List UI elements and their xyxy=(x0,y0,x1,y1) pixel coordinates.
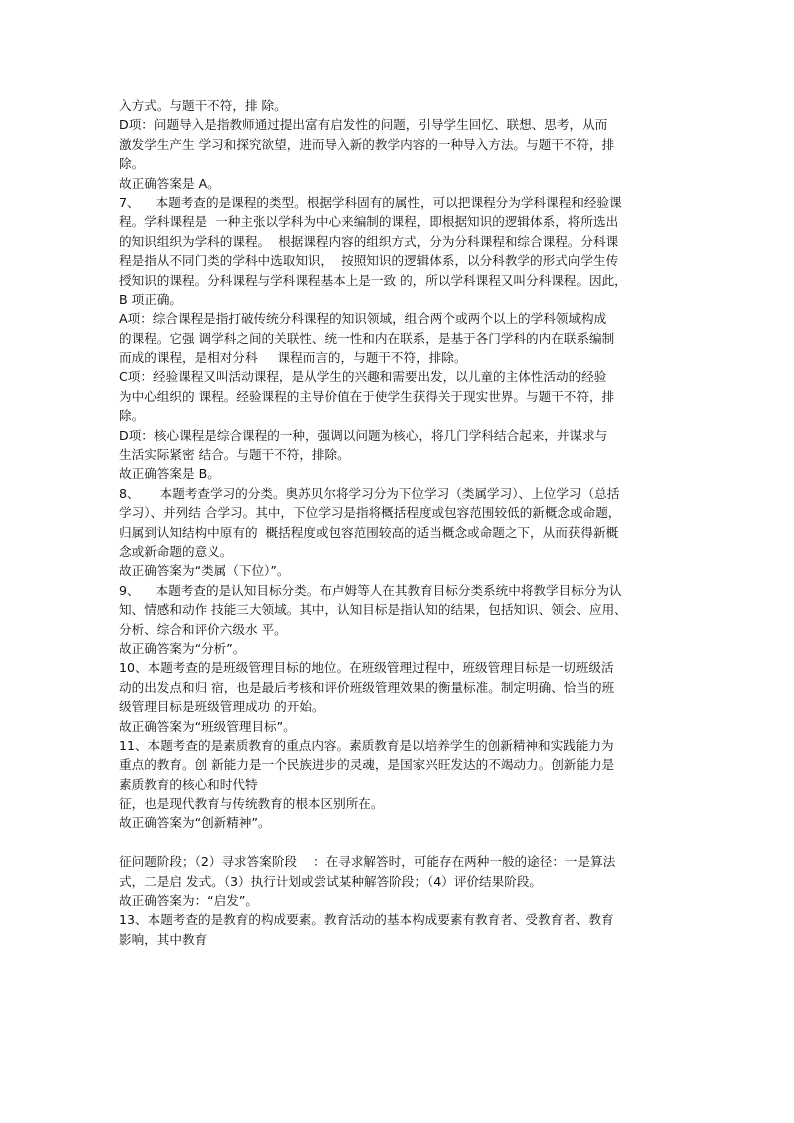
text-line: D项：核心课程是综合课程的一种，强调以问题为核心，将几门学科结合起来，并谋求与 xyxy=(119,427,608,443)
text-line: 入方式。与题干不符，排 除。 xyxy=(119,98,287,113)
text-line: A项：综合课程是指打破传统分科课程的知识领域，组合两个或两个以上的学科领域构成 xyxy=(119,311,607,327)
text-line: 生活实际紧密 结合。与题干不符，排除。 xyxy=(119,447,350,463)
text-line: C项：经验课程又叫活动课程，是从学生的兴趣和需要出发，以儿童的主体性活动的经验 xyxy=(119,369,607,385)
text-line: 素质教育的核心和时代特 xyxy=(119,776,258,792)
text-line: 程是指从不同门类的学科中选取知识， 按照知识的逻辑体系，以分科教学的形式向学生传 xyxy=(119,253,619,269)
text-line: D项：问题导入是指教师通过提出富有启发性的问题，引导学生回忆、联想、思考，从而 xyxy=(119,117,608,133)
text-line: 念或新命题的意义。 xyxy=(119,543,233,559)
text-line: 授知识的课程。分科课程与学科课程基本上是一致 的，所以学科课程又叫分科课程。因此， xyxy=(119,272,627,288)
text-line: 归属到认知结构中原有的 概括程度或包容范围较高的适当概念或命题之下，从而获得新概 xyxy=(119,524,619,540)
text-line: 征问题阶段；（2）寻求答案阶段 ：在寻求解答时，可能存在两种一般的途径：一是算法 xyxy=(119,854,616,870)
answer-line: 故正确答案为“班级管理目标”。 xyxy=(119,718,296,734)
text-line: 除。 xyxy=(119,156,145,172)
text-line: 学习）、并列结 合学习。其中，下位学习是指将概括程度或包容范围较低的新概念或命题， xyxy=(119,505,621,521)
text-line: 级管理目标是班级管理成功 的开始。 xyxy=(119,699,325,715)
answer-line: 故正确答案为“类属（下位）”。 xyxy=(119,563,290,579)
question-13-line: 13、本题考查的是教育的构成要素。教育活动的基本构成要素有教育者、受教育者、教育 xyxy=(119,912,614,928)
text-line: 除。 xyxy=(119,408,145,424)
text-line: 的知识组织为学科的课程。 根据课程内容的组织方式，分为分科课程和综合课程。分科课 xyxy=(119,233,619,249)
text-line: 为中心组织的 课程。经验课程的主导价值在于使学生获得关于现实世界。与题干不符，排 xyxy=(119,388,615,404)
text-line: 而成的课程，是相对分科 课程而言的，与题干不符，排除。 xyxy=(119,350,467,366)
text-line: 的课程。它强 调学科之间的关联性、统一性和内在联系，是基于各门学科的内在联系编制 xyxy=(119,330,615,346)
answer-line: 故正确答案为：“启发”。 xyxy=(119,893,258,909)
text-line: 知、情感和动作 技能三大领域。其中，认知目标是指认知的结果，包括知识、领会、应用、 xyxy=(119,602,627,618)
answer-line: 故正确答案为“创新精神”。 xyxy=(119,815,271,831)
text-line: 式，二是启 发式。（3）执行计划或尝试某种解答阶段；（4）评价结果阶段。 xyxy=(119,873,543,889)
question-7-line: 7、 本题考查的是课程的类型。根据学科固有的属性，可以把课程分为学科课程和经验课 xyxy=(119,194,622,210)
text-line: 影响，其中教育 xyxy=(119,931,208,947)
question-11-line: 11、本题考查的是素质教育的重点内容。素质教育是以培养学生的创新精神和实践能力为 xyxy=(119,737,614,753)
question-10-line: 10、本题考查的是班级管理目标的地位。在班级管理过程中，班级管理目标是一切班级活 xyxy=(119,660,614,676)
question-9-line: 9、 本题考查的是认知目标分类。布卢姆等人在其教育目标分类系统中将教学目标分为认 xyxy=(119,582,622,598)
text-line: 重点的教育。创 新能力是一个民族进步的灵魂，是国家兴旺发达的不竭动力。创新能力是 xyxy=(119,757,615,773)
text-line: 程。学科课程是 一种主张以学科为中心来编制的课程，即根据知识的逻辑体系，将所选出 xyxy=(119,214,619,230)
text-line: 分析、综合和评价六级水 平。 xyxy=(119,621,287,637)
blank-line xyxy=(119,833,685,852)
text-line: 激发学生产生 学习和探究欲望，进而导入新的教学内容的一种导入方法。与题干不符，排 xyxy=(119,136,615,152)
answer-line: 故正确答案是 B。 xyxy=(119,466,220,482)
question-8-line: 8、 本题考查学习的分类。奥苏贝尔将学习分为下位学习（类属学习）、上位学习（总括 xyxy=(119,485,620,501)
text-line: 征，也是现代教育与传统教育的根本区别所在。 xyxy=(119,796,384,812)
answer-explanation-text xyxy=(119,96,685,949)
text-line: 动的出发点和归 宿，也是最后考核和评价班级管理效果的衡量标准。制定明确、恰当的班 xyxy=(119,679,615,695)
answer-line: 故正确答案为“分析”。 xyxy=(119,640,246,656)
text-line: B 项正确。 xyxy=(119,291,183,307)
answer-line: 故正确答案是 A。 xyxy=(119,175,220,191)
